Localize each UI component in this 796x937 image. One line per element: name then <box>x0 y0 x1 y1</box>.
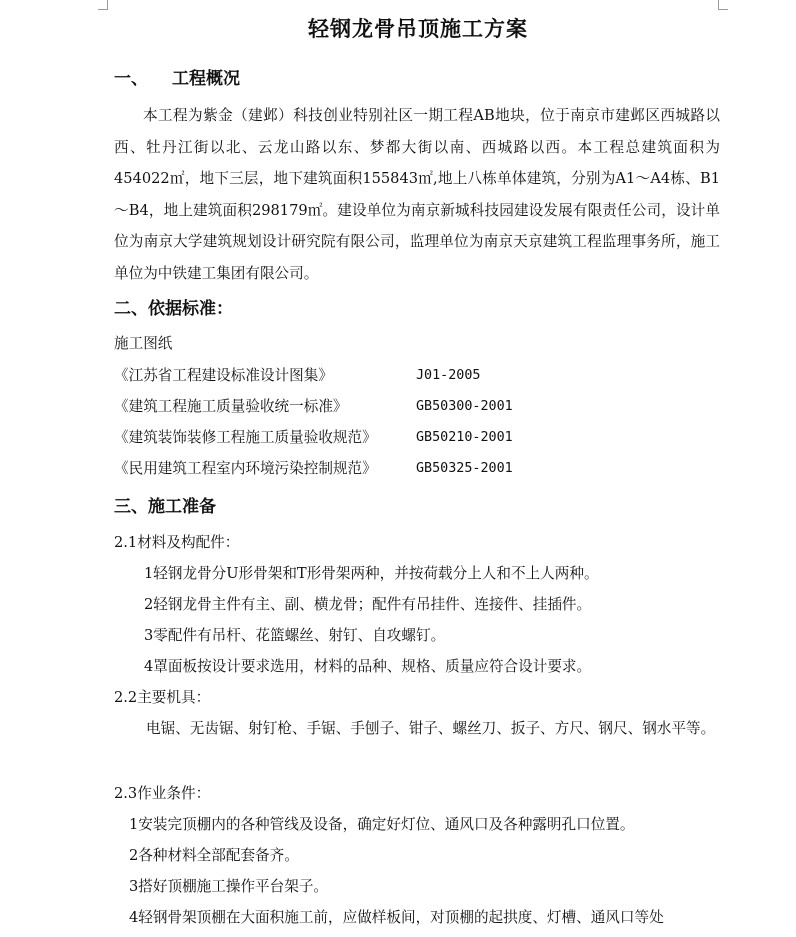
document-title: 轻钢龙骨吊顶施工方案 <box>308 16 528 41</box>
subsection-2-2-body: 电锯、无齿锯、射钉枪、手锯、手刨子、钳子、螺丝刀、扳子、方尺、钢尺、钢水平等。 <box>146 720 716 737</box>
section-1-body: 本工程为紫金（建邺）科技创业特别社区一期工程AB地块，位于南京市建邺区西城路以西、牡丹江街以北、云龙山路以东、梦都大街以南、西城路以西。本工程总建筑面积为454022㎡，地下三层，地下建筑面积155843㎡,地上八栋单体建筑，分别为A1～A4栋、B1～B4，地上建筑面积298179㎡。建设单位为南京新城科技园建设发展有限责任公司，设计单位为南京大学建筑规划设计研究院有限公司，监理单位为南京天京建筑工程监理事务所，施工单位为中铁建工集团有限公司。 <box>114 107 720 282</box>
list-item: 2轻钢龙骨主件有主、副、横龙骨；配件有吊挂件、连接件、挂插件。 <box>144 596 592 613</box>
list-item: 3零配件有吊杆、花篮螺丝、射钉、自攻螺钉。 <box>144 627 446 644</box>
standard-name: 《建筑装饰装修工程施工质量验收规范》 <box>114 429 377 446</box>
standard-name: 《江苏省工程建设标准设计图集》 <box>114 367 333 384</box>
page-corner-mark-right <box>718 0 728 10</box>
list-item: 3搭好顶棚施工操作平台架子。 <box>129 878 329 895</box>
list-item: 4轻钢骨架顶棚在大面积施工前，应做样板间，对顶棚的起拱度、灯槽、通风口等处 <box>129 909 664 926</box>
subsection-2-3-title: 2.3作业条件： <box>114 785 211 802</box>
section-3-heading: 三、施工准备 <box>114 497 216 517</box>
standard-name: 《民用建筑工程室内环境污染控制规范》 <box>114 460 377 477</box>
section-1-number: 一、 <box>114 69 148 89</box>
list-item: 1安装完顶棚内的各种管线及设备，确定好灯位、通风口及各种露明孔口位置。 <box>129 816 635 833</box>
list-item: 1轻钢龙骨分U形骨架和T形骨架两种，并按荷载分上人和不上人两种。 <box>144 565 599 582</box>
standard-name: 《建筑工程施工质量验收统一标准》 <box>114 398 348 415</box>
drawings-line: 施工图纸 <box>114 335 173 352</box>
list-item: 4罩面板按设计要求选用，材料的品种、规格、质量应符合设计要求。 <box>144 658 592 675</box>
page-corner-mark-left <box>98 0 108 10</box>
list-item: 2各种材料全部配套备齐。 <box>129 847 299 864</box>
standard-code: GB50300-2001 <box>416 399 513 414</box>
subsection-2-2-title: 2.2主要机具： <box>114 689 211 706</box>
section-1-heading <box>114 67 240 91</box>
standard-code: GB50210-2001 <box>416 430 513 445</box>
subsection-2-1-title: 2.1材料及构配件： <box>114 534 240 551</box>
standard-code: J01-2005 <box>416 368 481 383</box>
standard-code: GB50325-2001 <box>416 461 513 476</box>
section-1-title: 工程概况 <box>172 69 240 89</box>
section-2-heading: 二、依据标准： <box>114 299 233 319</box>
